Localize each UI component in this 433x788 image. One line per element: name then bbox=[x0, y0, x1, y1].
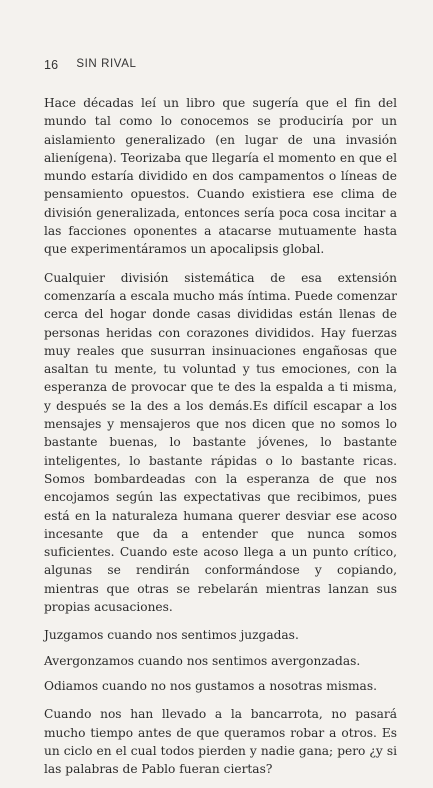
page-number: 16 bbox=[44, 58, 59, 72]
paragraph-shame: Avergonzamos cuando nos sentimos avergonzadas. bbox=[44, 653, 361, 668]
paragraph-apocalypse: Hace décadas leí un libro que sugería que el fin del mundo tal como lo conocemos se produciría por un aislamiento generalizado (en lugar de una invasión alienígena). Teorizaba que llegaría el momento en que el mundo estaría dividido en dos campamentos o líneas de pensamiento opuestos. Cuando existiera ese clima de división generalizada, entonces sería poca cosa incitar a las facciones oponentes a atacarse mutuamente hasta que experimentáramos un apocalipsis global. bbox=[44, 96, 397, 257]
paragraph-division: Cualquier división sistemática de esa extensión comenzaría a escala mucho más íntima. Puede comenzar cerca del hogar donde casas divididas están llenas de personas heridas con corazones divididos. Hay fuerzas muy reales que susurran insinuaciones engañosas que asaltan tu mente, tu voluntad y tus emociones, con la esperanza de provocar que te des la espalda a ti misma, y después se la des a los demás.Es difícil escapar a los mensajes y mensajeros que nos dicen que no somos lo bastante buenas, lo bastante jóvenes, lo bastante inteligentes, lo bastante rápidas o lo bastante ricas. Somos bombardeadas con la esperanza de que nos encojamos según las expectativas que recibimos, pues está en la naturaleza humana querer desviar ese acoso incesante que da a entender que nunca somos suficientes. Cuando este acoso llega a un punto crítico, algunas se rendirán conformándose y copiando, mientras que otras se rebelarán mientras lanzan sus propias acusaciones. bbox=[44, 270, 397, 615]
paragraph-hate: Odiamos cuando no nos gustamos a nosotras mismas. bbox=[44, 678, 377, 693]
paragraph-bankrupt: Cuando nos han llevado a la bancarrota, no pasará mucho tiempo antes de que queramos robar a otros. Es un ciclo en el cual todos pierden y nadie gana; pero ¿y si las palabras de Pablo fueran ciertas? bbox=[44, 707, 397, 777]
paragraph-judge: Juzgamos cuando nos sentimos juzgadas. bbox=[44, 628, 299, 643]
running-title: SIN RIVAL bbox=[76, 58, 137, 70]
body-text bbox=[44, 94, 397, 788]
page-header bbox=[44, 58, 136, 72]
